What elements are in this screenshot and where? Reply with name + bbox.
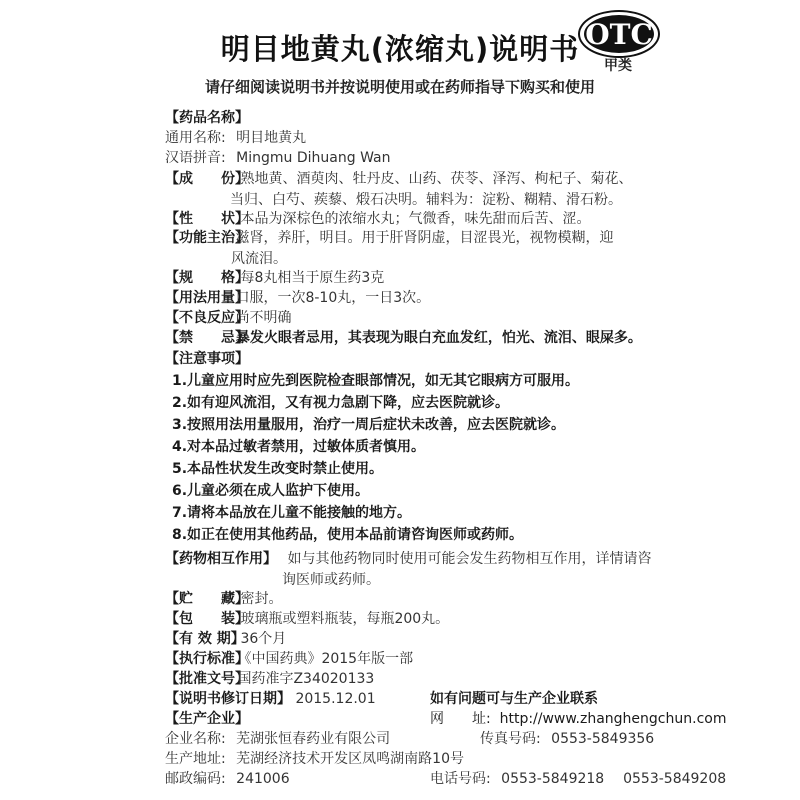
contraindications-value: 暴发火眼者忌用，其表现为眼白充血发红，怕光、流泪、眼屎多。 <box>235 330 642 346</box>
indications-row <box>165 229 613 247</box>
indications-label: 【功能主治】 <box>165 230 249 246</box>
revision-row <box>165 690 376 708</box>
footer-note: 如有问题可与生产企业联系 <box>430 691 598 707</box>
indications-line-2: 风流泪。 <box>231 251 287 267</box>
address-label: 生产地址: <box>165 751 226 767</box>
company-name-row <box>165 730 390 748</box>
specification-label: 【规 格】 <box>165 270 249 286</box>
generic-name-value: 明目地黄丸 <box>236 130 307 146</box>
web-link[interactable]: http://www.zhanghengchun.com <box>499 711 727 727</box>
usage-label: 【用法用量】 <box>165 290 249 306</box>
company-name-value: 芜湖张恒春药业有限公司 <box>236 731 391 747</box>
page-subtitle: 请仔细阅读说明书并按说明使用或在药师指导下购买和使用 <box>204 78 595 96</box>
pinyin-row <box>165 149 390 167</box>
generic-name-label: 通用名称: <box>165 130 226 146</box>
interactions-row <box>165 550 651 568</box>
standard-row <box>165 650 413 668</box>
ingredients-line-1: 熟地黄、酒萸肉、牡丹皮、山药、茯苓、泽泻、枸杞子、菊花、 <box>240 171 633 187</box>
storage-row <box>165 590 282 608</box>
fax-value: 0553-5849356 <box>551 731 655 747</box>
precaution-item: 8.如正在使用其他药品，使用本品前请咨询医师或药师。 <box>172 527 524 543</box>
approval-value: 国药准字Z34020133 <box>237 671 375 687</box>
properties-value: 本品为深棕色的浓缩水丸；气微香，味先甜而后苦、涩。 <box>240 211 591 227</box>
section-precautions: 【注意事项】 <box>165 351 249 367</box>
adverse-row <box>165 309 291 327</box>
web-row <box>430 710 726 728</box>
address-row <box>165 750 464 768</box>
phone-value-1: 0553-5849218 <box>501 771 605 787</box>
package-label: 【包 装】 <box>165 611 249 627</box>
ingredients-row <box>165 170 632 188</box>
contraindications-row <box>165 329 642 347</box>
properties-label: 【性 状】 <box>165 211 249 227</box>
precaution-item: 1.儿童应用时应先到医院检查眼部情况，如无其它眼病方可服用。 <box>172 373 580 389</box>
storage-value: 密封。 <box>240 591 283 607</box>
validity-label: 【有 效 期】 <box>165 631 245 647</box>
precaution-item: 2.如有迎风流泪，又有视力急剧下降，应去医院就诊。 <box>172 395 510 411</box>
approval-label: 【批准文号】 <box>165 671 249 687</box>
specification-value: 每8丸相当于原生药3克 <box>240 270 385 286</box>
usage-row <box>165 289 430 307</box>
postcode-label: 邮政编码: <box>165 771 226 787</box>
validity-value: 36个月 <box>240 631 287 647</box>
fax-label: 传真号码: <box>480 731 541 747</box>
phone-label: 电话号码: <box>430 771 491 787</box>
otc-logo-text: OTC <box>585 17 653 51</box>
indications-line-1: 滋肾，养肝，明目。用于肝肾阴虚，目涩畏光，视物模糊，迎 <box>235 230 614 246</box>
interactions-label: 【药物相互作用】 <box>165 551 277 567</box>
precaution-item: 5.本品性状发生改变时禁止使用。 <box>172 461 384 477</box>
ingredients-label: 【成 份】 <box>165 171 249 187</box>
standard-label: 【执行标准】 <box>165 651 249 667</box>
specification-row <box>165 269 384 287</box>
pinyin-label: 汉语拼音: <box>165 150 226 166</box>
ingredients-line-2: 当归、白芍、蒺藜、煅石决明。辅料为：淀粉、糊精、滑石粉。 <box>230 192 622 208</box>
interactions-line-1: 如与其他药物同时使用可能会发生药物相互作用，详情请咨 <box>287 551 652 567</box>
company-name-label: 企业名称: <box>165 731 226 747</box>
usage-value: 口服，一次8-10丸，一日3次。 <box>235 290 431 306</box>
postcode-row <box>165 770 290 788</box>
standard-value: 《中国药典》2015年版一部 <box>237 651 414 667</box>
fax-row <box>480 730 654 748</box>
phone-row <box>430 770 726 788</box>
section-manufacturer: 【生产企业】 <box>165 711 249 727</box>
precaution-item: 6.儿童必须在成人监护下使用。 <box>172 483 370 499</box>
package-row <box>165 610 449 628</box>
properties-row <box>165 210 590 228</box>
revision-value: 2015.12.01 <box>295 691 376 707</box>
package-value: 玻璃瓶或塑料瓶装，每瓶200丸。 <box>240 611 450 627</box>
adverse-label: 【不良反应】 <box>165 310 249 326</box>
precaution-item: 3.按照用法用量服用，治疗一周后症状未改善，应去医院就诊。 <box>172 417 566 433</box>
precaution-item: 7.请将本品放在儿童不能接触的地方。 <box>172 505 412 521</box>
web-label: 网 址: <box>430 711 491 727</box>
validity-row <box>165 630 286 648</box>
precaution-item: 4.对本品过敏者禁用，过敏体质者慎用。 <box>172 439 426 455</box>
adverse-value: 尚不明确 <box>235 310 292 326</box>
section-drug-name: 【药品名称】 <box>165 110 249 126</box>
address-value: 芜湖经济技术开发区凤鸣湖南路10号 <box>236 751 464 767</box>
interactions-line-2: 询医师或药师。 <box>282 572 380 588</box>
contraindications-label: 【禁 忌】 <box>165 330 249 346</box>
storage-label: 【贮 藏】 <box>165 591 249 607</box>
otc-logo <box>578 10 660 58</box>
otc-class: 甲类 <box>604 58 632 74</box>
page-title: 明目地黄丸(浓缩丸)说明书 <box>220 32 580 66</box>
approval-row <box>165 670 374 688</box>
postcode-value: 241006 <box>236 771 290 787</box>
phone-value-2: 0553-5849208 <box>623 771 727 787</box>
pinyin-value: Mingmu Dihuang Wan <box>236 150 391 166</box>
generic-name-row <box>165 129 306 147</box>
revision-label: 【说明书修订日期】 <box>165 691 291 707</box>
